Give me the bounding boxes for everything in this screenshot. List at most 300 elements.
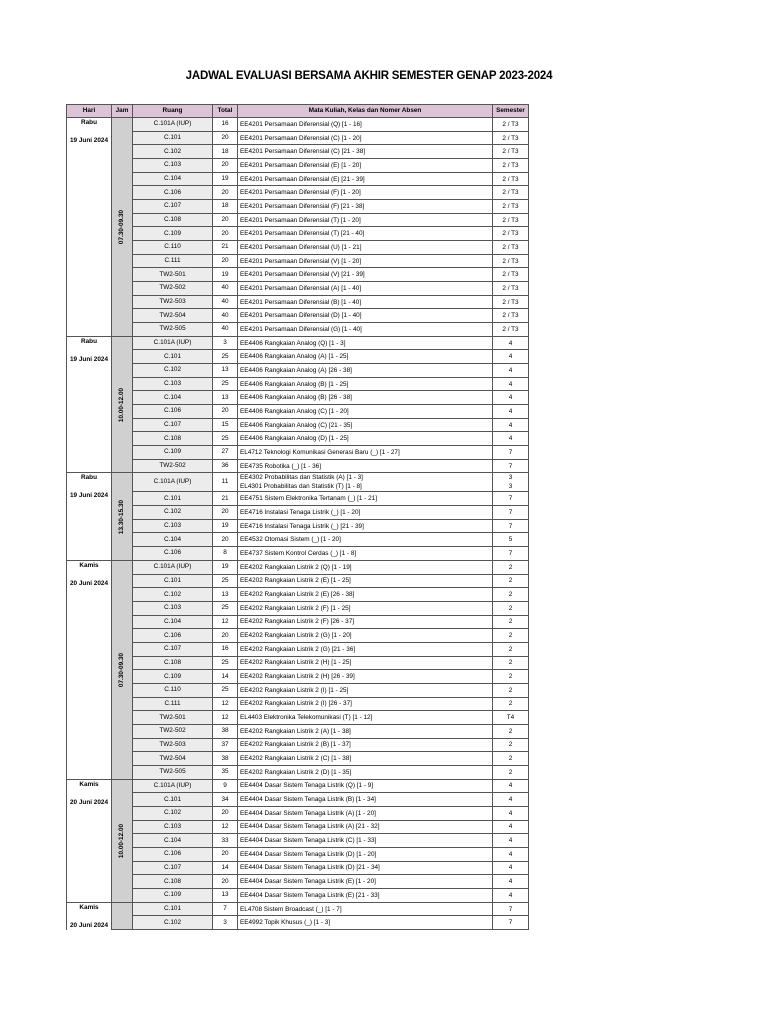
semester-cell <box>493 377 529 391</box>
total-cell: 40 <box>213 282 238 296</box>
total-cell: 20 <box>213 875 238 889</box>
semester-cell <box>493 752 529 766</box>
course-text: EE4406 Rangkaian Analog (A) [26 - 38] <box>240 366 352 374</box>
semester-text: 4 <box>508 864 513 872</box>
total-cell: 20 <box>213 847 238 861</box>
time-cell <box>112 473 133 560</box>
room-cell: C.102 <box>133 916 213 930</box>
course-cell <box>238 145 493 159</box>
course-cell <box>238 200 493 214</box>
course-text: EE4404 Dasar Sistem Tenaga Listrik (D) [21 - 34] <box>240 864 380 872</box>
course-cell <box>238 418 493 432</box>
room-cell: C.109 <box>133 670 213 684</box>
table-row <box>67 533 529 547</box>
semester-cell <box>493 629 529 643</box>
course-cell <box>238 118 493 132</box>
semester-cell <box>493 336 529 350</box>
schedule-body <box>67 118 529 930</box>
page-title-text: JADWAL EVALUASI BERSAMA AKHIR SEMESTER GENAP 2023-2024 <box>185 70 553 82</box>
semester-cell <box>493 405 529 419</box>
time-cell <box>112 118 133 337</box>
header-total: Total <box>213 105 238 118</box>
room-cell: TW2-503 <box>133 295 213 309</box>
course-cell <box>238 738 493 752</box>
room-cell: C.101 <box>133 793 213 807</box>
room-cell: C.101 <box>133 574 213 588</box>
course-cell <box>238 670 493 684</box>
total-cell: 20 <box>213 405 238 419</box>
room-cell: TW2-504 <box>133 309 213 323</box>
total-cell: 20 <box>213 131 238 145</box>
header-row <box>67 105 529 118</box>
table-row <box>67 446 529 460</box>
semester-cell <box>493 200 529 214</box>
course-cell <box>238 227 493 241</box>
total-cell: 25 <box>213 574 238 588</box>
room-cell: C.104 <box>133 391 213 405</box>
semester-text: 4 <box>508 878 513 886</box>
table-row <box>67 861 529 875</box>
table-row <box>67 295 529 309</box>
semester-text: 4 <box>508 782 513 790</box>
course-cell <box>238 601 493 615</box>
semester-text: T4 <box>506 714 515 722</box>
room-cell: C.103 <box>133 820 213 834</box>
semester-cell <box>493 323 529 337</box>
semester-cell <box>493 875 529 889</box>
course-cell <box>238 711 493 725</box>
semester-text: 4 <box>508 796 513 804</box>
total-cell: 3 <box>213 916 238 930</box>
course-cell <box>238 432 493 446</box>
semester-cell <box>493 711 529 725</box>
course-cell <box>238 213 493 227</box>
course-cell <box>238 186 493 200</box>
room-cell: C.101A (IUP) <box>133 779 213 793</box>
room-cell: C.108 <box>133 656 213 670</box>
day-date: 19 Juni 2024 <box>69 355 108 363</box>
semester-text: 3 <box>508 483 513 491</box>
course-text: EE4737 Sistem Kontrol Cerdas (_) [1 - 8] <box>240 549 357 557</box>
table-row <box>67 405 529 419</box>
day-name: Rabu <box>81 119 97 126</box>
semester-text: 4 <box>508 407 513 415</box>
table-row <box>67 547 529 561</box>
course-text: EE4406 Rangkaian Analog (C) [21 - 35] <box>240 421 353 429</box>
semester-cell <box>493 350 529 364</box>
course-cell <box>238 506 493 520</box>
semester-cell <box>493 656 529 670</box>
semester-cell <box>493 506 529 520</box>
course-cell <box>238 172 493 186</box>
room-cell: C.101 <box>133 492 213 506</box>
table-row <box>67 350 529 364</box>
room-cell: C.103 <box>133 159 213 173</box>
course-cell <box>238 159 493 173</box>
course-text: EE4406 Rangkaian Analog (C) [1 - 20] <box>240 407 349 415</box>
semester-text: 2 <box>508 741 513 749</box>
table-row <box>67 820 529 834</box>
course-cell <box>238 888 493 902</box>
course-cell <box>238 834 493 848</box>
table-row <box>67 629 529 643</box>
total-cell: 38 <box>213 724 238 738</box>
total-cell: 12 <box>213 697 238 711</box>
table-row <box>67 670 529 684</box>
table-row <box>67 432 529 446</box>
semester-cell <box>493 806 529 820</box>
table-row <box>67 254 529 268</box>
table-row <box>67 697 529 711</box>
course-cell <box>238 350 493 364</box>
table-row <box>67 282 529 296</box>
table-row <box>67 473 529 492</box>
semester-text: 4 <box>508 353 513 361</box>
day-date: 20 Juni 2024 <box>69 921 108 929</box>
semester-text: 2 <box>508 686 513 694</box>
room-cell: C.101 <box>133 350 213 364</box>
time-slot: 07.30-09.30 <box>118 652 125 687</box>
room-cell: C.110 <box>133 241 213 255</box>
course-text: EE4202 Rangkaian Listrik 2 (D) [1 - 35] <box>240 768 352 776</box>
semester-text: 7 <box>508 905 513 913</box>
course-cell <box>238 724 493 738</box>
semester-cell <box>493 364 529 378</box>
total-cell: 19 <box>213 172 238 186</box>
day-name: Rabu <box>81 337 97 345</box>
course-cell <box>238 588 493 602</box>
time-cell <box>112 779 133 902</box>
table-row <box>67 131 529 145</box>
course-text: EE4992 Topik Khusus (_) [1 - 3] <box>240 919 331 927</box>
semester-cell <box>493 309 529 323</box>
course-text: EL4708 Sistem Broadcast (_) [1 - 7] <box>240 905 342 913</box>
course-text: EE4404 Dasar Sistem Tenaga Listrik (D) [1 - 20] <box>240 850 377 858</box>
total-cell: 25 <box>213 350 238 364</box>
course-text: EE4201 Persamaan Diferensial (F) [1 - 20] <box>240 189 361 197</box>
total-cell: 20 <box>213 806 238 820</box>
semester-text: 7 <box>508 495 513 503</box>
course-text: EE4404 Dasar Sistem Tenaga Listrik (Q) [1 - 9] <box>240 782 374 790</box>
room-cell: C.108 <box>133 875 213 889</box>
semester-cell <box>493 213 529 227</box>
course-cell <box>238 642 493 656</box>
table-row <box>67 588 529 602</box>
table-row <box>67 364 529 378</box>
semester-text: 2 <box>508 768 513 776</box>
course-cell <box>238 533 493 547</box>
course-text: EE4202 Rangkaian Listrik 2 (G) [21 - 36] <box>240 645 356 653</box>
semester-text: 2 / T3 <box>502 161 519 169</box>
total-cell: 16 <box>213 118 238 132</box>
semester-cell <box>493 820 529 834</box>
table-row <box>67 834 529 848</box>
course-text: EE4751 Sistem Elektronika Tertanam (_) [1 - 21] <box>240 495 377 503</box>
day-cell <box>67 902 112 930</box>
total-cell: 13 <box>213 364 238 378</box>
room-cell: C.102 <box>133 588 213 602</box>
time-slot: 10.00-12.00 <box>118 823 125 858</box>
room-cell: C.102 <box>133 364 213 378</box>
day-date: 19 Juni 2024 <box>69 492 108 500</box>
course-text: EE4404 Dasar Sistem Tenaga Listrik (E) [1 - 20] <box>240 878 376 886</box>
course-text: EE4202 Rangkaian Listrik 2 (H) [1 - 25] <box>240 659 352 667</box>
course-text: EL4301 Probabilitas dan Statistik (T) [1 - 8] <box>240 483 362 491</box>
room-cell: C.108 <box>133 432 213 446</box>
total-cell: 3 <box>213 336 238 350</box>
semester-text: 2 <box>508 659 513 667</box>
course-text: EE4201 Persamaan Diferensial (U) [1 - 21] <box>240 243 362 251</box>
total-cell: 20 <box>213 629 238 643</box>
semester-cell <box>493 254 529 268</box>
course-cell <box>238 574 493 588</box>
table-row <box>67 560 529 574</box>
semester-cell <box>493 615 529 629</box>
course-text: EE4201 Persamaan Diferensial (C) [21 - 38] <box>240 148 366 156</box>
semester-cell <box>493 670 529 684</box>
course-text: EE4202 Rangkaian Listrik 2 (B) [1 - 37] <box>240 741 351 749</box>
header-jam: Jam <box>112 105 133 118</box>
table-row <box>67 738 529 752</box>
semester-text: 4 <box>508 380 513 388</box>
semester-text: 4 <box>508 435 513 443</box>
total-cell: 14 <box>213 670 238 684</box>
total-cell: 11 <box>213 473 238 492</box>
semester-text: 2 <box>508 645 513 653</box>
course-cell <box>238 282 493 296</box>
table-row <box>67 145 529 159</box>
table-row <box>67 459 529 473</box>
room-cell: C.103 <box>133 377 213 391</box>
semester-text: 2 / T3 <box>502 189 519 197</box>
course-text: EL4712 Teknologi Komunikasi Generasi Baru (_) [1 - 27] <box>240 448 400 456</box>
table-row <box>67 711 529 725</box>
semester-text: 2 <box>508 673 513 681</box>
room-cell: C.101 <box>133 131 213 145</box>
semester-cell <box>493 765 529 779</box>
table-row <box>67 172 529 186</box>
table-row <box>67 391 529 405</box>
room-cell: TW2-502 <box>133 724 213 738</box>
table-row <box>67 506 529 520</box>
header-mata-kuliah: Mata Kuliah, Kelas dan Nomer Absen <box>238 105 493 118</box>
total-cell: 19 <box>213 560 238 574</box>
semester-text: 3 <box>508 474 513 482</box>
course-text: EE4406 Rangkaian Analog (A) [1 - 25] <box>240 353 349 361</box>
course-cell <box>238 309 493 323</box>
room-cell: C.103 <box>133 601 213 615</box>
total-cell: 16 <box>213 642 238 656</box>
room-cell: C.106 <box>133 847 213 861</box>
room-cell: C.102 <box>133 145 213 159</box>
total-cell: 40 <box>213 295 238 309</box>
table-row <box>67 377 529 391</box>
semester-cell <box>493 779 529 793</box>
course-text: EE4404 Dasar Sistem Tenaga Listrik (A) [21 - 32] <box>240 823 380 831</box>
course-cell <box>238 875 493 889</box>
semester-text: 2 / T3 <box>502 202 519 210</box>
course-cell <box>238 131 493 145</box>
room-cell: C.111 <box>133 697 213 711</box>
day-date: 19 Juni 2024 <box>69 137 108 144</box>
table-row <box>67 642 529 656</box>
total-cell: 7 <box>213 902 238 916</box>
table-row <box>67 779 529 793</box>
course-text: EE4201 Persamaan Diferensial (Q) [1 - 16] <box>240 120 362 128</box>
course-cell <box>238 336 493 350</box>
semester-text: 4 <box>508 823 513 831</box>
room-cell: TW2-501 <box>133 711 213 725</box>
course-text: EE4202 Rangkaian Listrik 2 (F) [26 - 37] <box>240 618 355 626</box>
course-cell <box>238 793 493 807</box>
table-row <box>67 724 529 738</box>
course-cell <box>238 323 493 337</box>
total-cell: 20 <box>213 254 238 268</box>
semester-cell <box>493 159 529 173</box>
course-text: EE4202 Rangkaian Listrik 2 (H) [26 - 39] <box>240 673 355 681</box>
room-cell: C.101 <box>133 902 213 916</box>
semester-text: 2 / T3 <box>502 271 519 279</box>
course-text: EE4406 Rangkaian Analog (B) [1 - 25] <box>240 380 349 388</box>
course-cell <box>238 820 493 834</box>
table-row <box>67 418 529 432</box>
room-cell: TW2-505 <box>133 323 213 337</box>
table-row <box>67 309 529 323</box>
total-cell: 27 <box>213 446 238 460</box>
course-text: EE4201 Persamaan Diferensial (T) [21 - 40] <box>240 230 365 238</box>
table-row <box>67 793 529 807</box>
course-text: EE4202 Rangkaian Listrik 2 (F) [1 - 25] <box>240 604 351 612</box>
course-cell <box>238 806 493 820</box>
semester-text: 2 <box>508 563 513 571</box>
table-row <box>67 752 529 766</box>
semester-text: 2 <box>508 755 513 763</box>
table-row <box>67 241 529 255</box>
day-date: 20 Juni 2024 <box>69 579 108 587</box>
table-row <box>67 492 529 506</box>
room-cell: C.106 <box>133 186 213 200</box>
semester-cell <box>493 241 529 255</box>
total-cell: 21 <box>213 241 238 255</box>
course-text: EE4201 Persamaan Diferensial (E) [1 - 20] <box>240 161 362 169</box>
table-row <box>67 268 529 282</box>
semester-text: 2 <box>508 727 513 735</box>
semester-text: 2 / T3 <box>502 148 519 156</box>
room-cell: TW2-502 <box>133 459 213 473</box>
semester-text: 2 <box>508 632 513 640</box>
semester-cell <box>493 446 529 460</box>
room-cell: C.106 <box>133 405 213 419</box>
semester-text: 2 / T3 <box>502 230 519 238</box>
semester-cell <box>493 282 529 296</box>
room-cell: C.106 <box>133 629 213 643</box>
room-cell: TW2-503 <box>133 738 213 752</box>
course-cell <box>238 752 493 766</box>
table-row <box>67 200 529 214</box>
total-cell: 20 <box>213 213 238 227</box>
table-row <box>67 916 529 930</box>
day-cell <box>67 473 112 560</box>
course-cell <box>238 295 493 309</box>
table-row <box>67 806 529 820</box>
room-cell: C.111 <box>133 254 213 268</box>
semester-text: 2 / T3 <box>502 312 519 320</box>
room-cell: TW2-505 <box>133 765 213 779</box>
course-cell <box>238 473 493 492</box>
semester-cell <box>493 186 529 200</box>
semester-cell <box>493 697 529 711</box>
course-cell <box>238 697 493 711</box>
day-name: Kamis <box>79 780 99 788</box>
semester-text: 4 <box>508 421 513 429</box>
course-text: EE4201 Persamaan Diferensial (V) [1 - 20] <box>240 257 362 265</box>
semester-text: 2 / T3 <box>502 134 519 142</box>
total-cell: 40 <box>213 309 238 323</box>
semester-text: 4 <box>508 837 513 845</box>
semester-text: 2 / T3 <box>502 175 519 183</box>
table-row <box>67 902 529 916</box>
total-cell: 12 <box>213 711 238 725</box>
semester-cell <box>493 834 529 848</box>
course-text: EE4404 Dasar Sistem Tenaga Listrik (C) [1 - 33] <box>240 837 377 845</box>
total-cell: 8 <box>213 547 238 561</box>
course-text: EE4406 Rangkaian Analog (B) [26 - 38] <box>240 394 352 402</box>
semester-text: 2 <box>508 604 513 612</box>
semester-text: 2 / T3 <box>502 243 519 251</box>
course-cell <box>238 656 493 670</box>
table-row <box>67 186 529 200</box>
room-cell: C.101A (IUP) <box>133 560 213 574</box>
total-cell: 9 <box>213 779 238 793</box>
day-date: 20 Juni 2024 <box>69 798 108 806</box>
semester-text: 4 <box>508 809 513 817</box>
course-text: EE4201 Persamaan Diferensial (T) [1 - 20] <box>240 216 361 224</box>
course-text: EE4404 Dasar Sistem Tenaga Listrik (B) [1 - 34] <box>240 796 376 804</box>
semester-cell <box>493 588 529 602</box>
total-cell: 25 <box>213 656 238 670</box>
course-text: EE4202 Rangkaian Listrik 2 (E) [1 - 25] <box>240 577 351 585</box>
semester-cell <box>493 683 529 697</box>
total-cell: 20 <box>213 227 238 241</box>
course-text: EE4202 Rangkaian Listrik 2 (G) [1 - 20] <box>240 632 352 640</box>
room-cell: TW2-502 <box>133 282 213 296</box>
table-row <box>67 227 529 241</box>
course-text: EE4201 Persamaan Diferensial (E) [21 - 39] <box>240 175 365 183</box>
total-cell: 25 <box>213 683 238 697</box>
course-cell <box>238 629 493 643</box>
table-row <box>67 847 529 861</box>
course-text: EE4404 Dasar Sistem Tenaga Listrik (E) [21 - 33] <box>240 891 380 899</box>
course-cell <box>238 683 493 697</box>
semester-text: 7 <box>508 522 513 530</box>
course-text: EE4716 Instalasi Tenaga Listrik (_) [1 - 20] <box>240 508 361 516</box>
table-row <box>67 656 529 670</box>
total-cell: 13 <box>213 588 238 602</box>
course-text: EE4716 Instalasi Tenaga Listrik (_) [21 - 39] <box>240 522 364 530</box>
semester-cell <box>493 861 529 875</box>
course-cell <box>238 492 493 506</box>
total-cell: 15 <box>213 418 238 432</box>
room-cell: C.101A (IUP) <box>133 336 213 350</box>
semester-text: 4 <box>508 394 513 402</box>
room-cell: C.104 <box>133 533 213 547</box>
semester-cell <box>493 418 529 432</box>
course-text: EE4201 Persamaan Diferensial (G) [1 - 40] <box>240 325 362 333</box>
room-cell: C.107 <box>133 200 213 214</box>
table-row <box>67 519 529 533</box>
course-cell <box>238 560 493 574</box>
semester-cell <box>493 227 529 241</box>
